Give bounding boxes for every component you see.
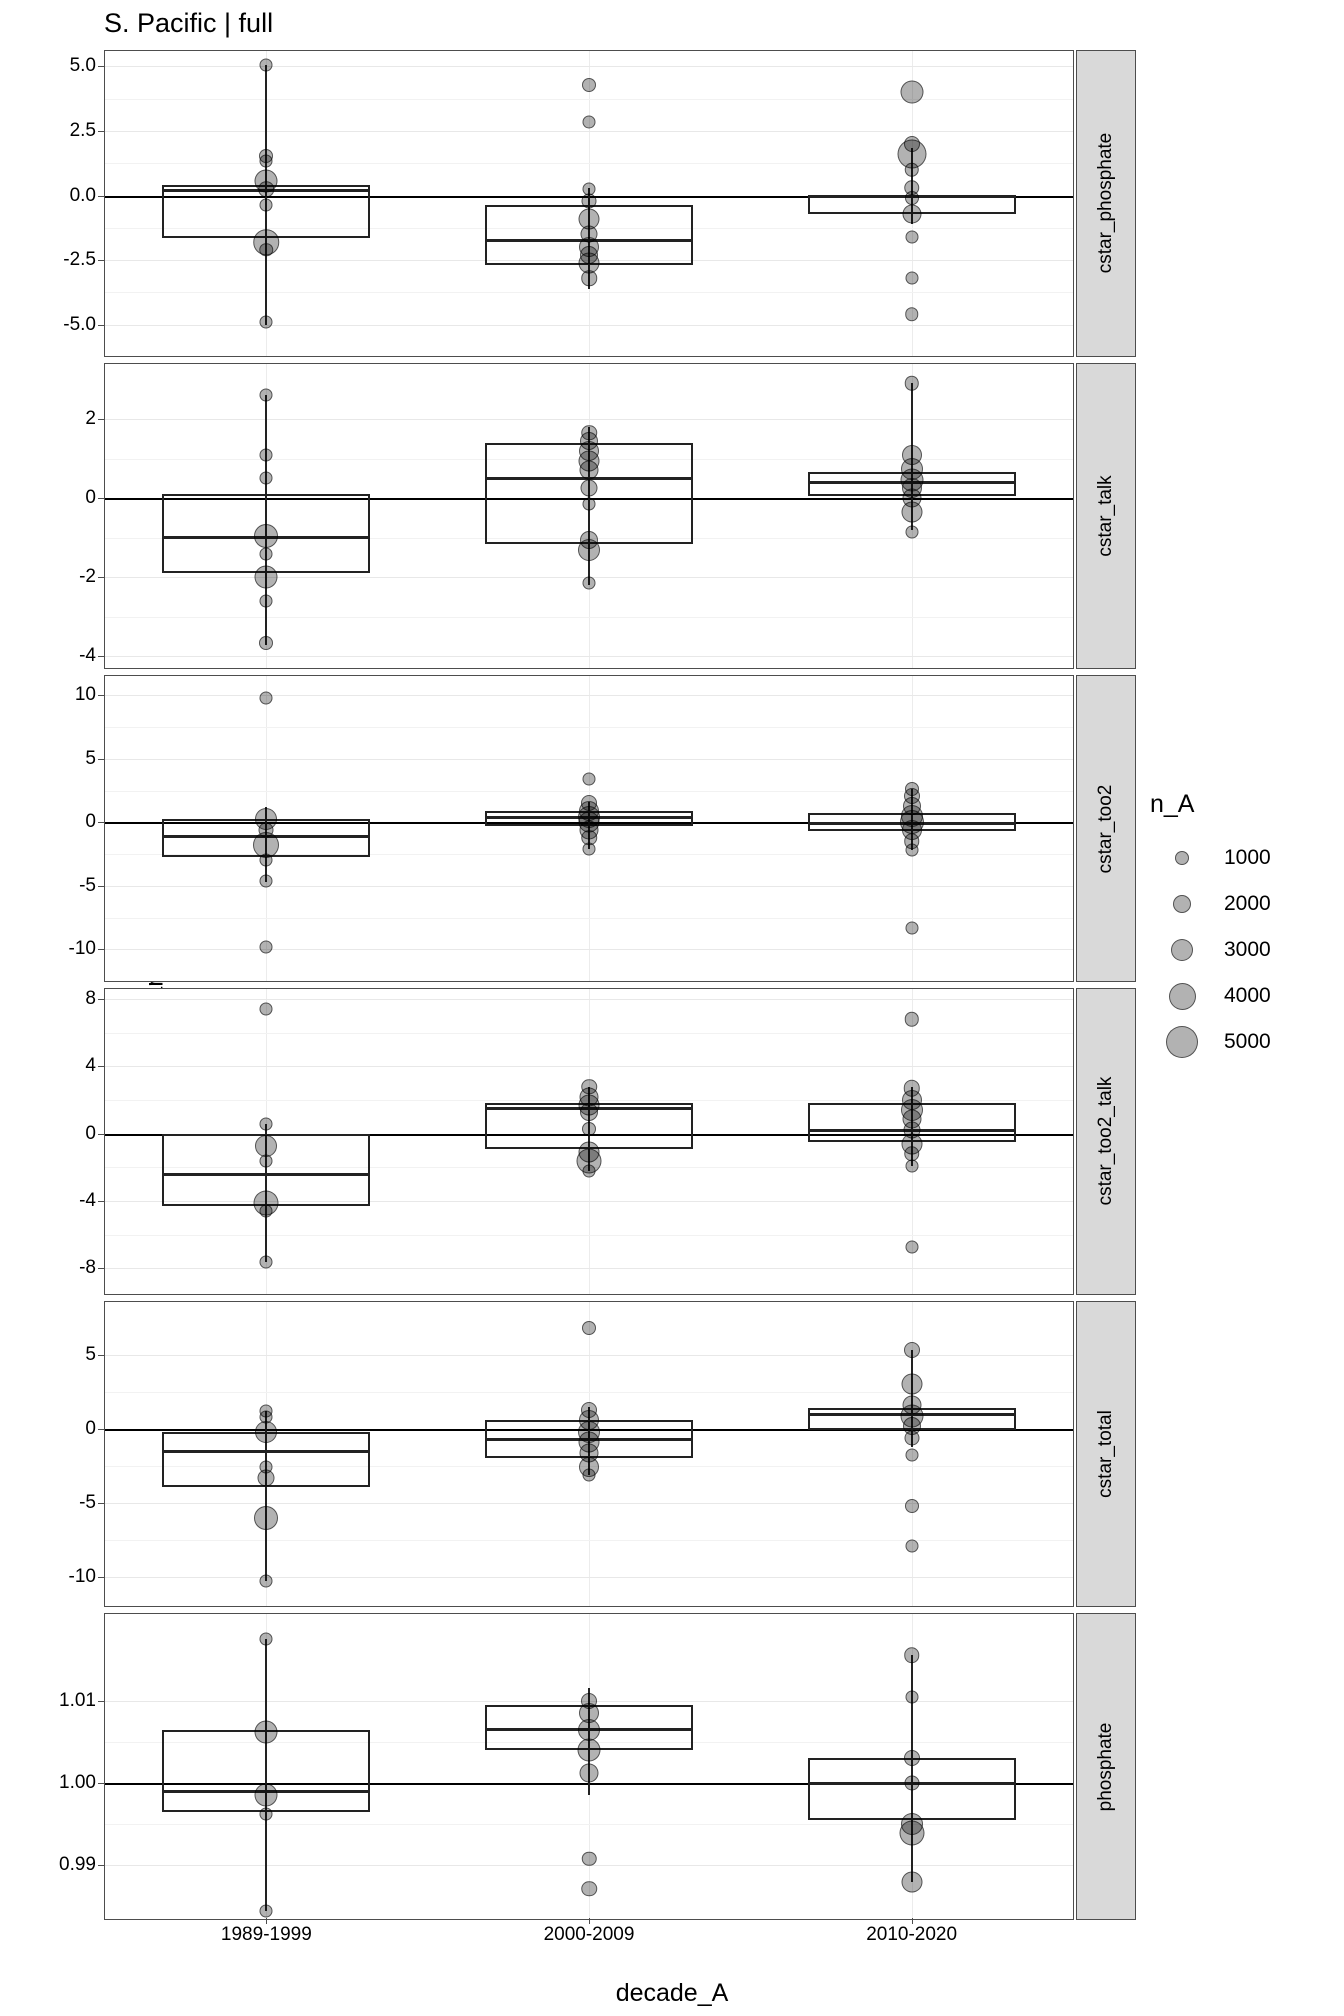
y-tick-label: 5 [85,747,96,769]
gridline-horizontal [105,695,1073,696]
data-point [582,1852,597,1867]
data-point [255,1721,278,1744]
data-point [581,480,598,497]
data-point [578,539,600,561]
legend-label: 4000 [1224,984,1271,1007]
data-point [254,524,278,548]
data-point [905,525,918,538]
data-point [260,1808,273,1821]
legend-label: 3000 [1224,938,1271,961]
data-point [582,1122,596,1136]
gridline-horizontal [105,999,1073,1000]
data-point [260,595,273,608]
y-tick-label: -5 [79,1491,96,1513]
gridline-horizontal-minor [105,292,1073,293]
data-point [905,191,919,205]
y-tick-label: 10 [74,684,96,706]
y-tick-mark [98,66,104,67]
facet-panel [59,1613,1136,1920]
data-point [902,204,921,223]
x-tick-mark [266,1918,267,1924]
data-point [260,1205,273,1218]
data-point [905,921,918,934]
y-tick-label: -5.0 [63,313,96,335]
data-point [260,874,273,887]
data-point [583,577,596,590]
x-tick-mark [589,1918,590,1924]
legend-item [1150,927,1330,973]
legend-dot [1173,895,1191,913]
facet-strip-label [1076,363,1136,670]
data-point [905,1539,918,1552]
y-tick-label: 0 [85,1122,96,1144]
data-point [260,1255,273,1268]
y-tick-mark [98,822,104,823]
data-point [905,272,918,285]
legend-label: 5000 [1224,1030,1271,1053]
gridline-horizontal-minor [105,163,1073,164]
data-point [583,116,596,129]
plot-area [104,1301,1074,1608]
data-point [260,1003,273,1016]
data-point [904,1776,919,1791]
data-point [260,547,273,560]
y-tick-label: -10 [68,1565,96,1587]
data-point [254,1506,278,1530]
gridline-horizontal [105,949,1073,950]
data-point [260,1117,273,1130]
data-point [905,844,918,857]
gridline-horizontal [105,1577,1073,1578]
plot-area [104,363,1074,670]
data-point [260,1154,273,1167]
y-tick-label: -2 [79,566,96,588]
y-tick-label: 2.5 [69,120,96,142]
facet-panel [68,1301,1136,1608]
plot-area [104,1613,1074,1920]
data-point [582,1321,596,1335]
y-tick-mark [98,1783,104,1784]
legend-dot [1169,983,1196,1010]
y-tick-label: 5.0 [69,55,96,77]
y-tick-mark [98,325,104,326]
y-tick-label: -8 [79,1257,96,1279]
data-point [260,940,273,953]
data-point [901,1374,922,1395]
y-tick-mark [98,196,104,197]
data-point [578,1719,600,1741]
gridline-horizontal-minor [105,918,1073,919]
gridline-horizontal [105,1268,1073,1269]
facet-strip-label [1076,1301,1136,1608]
data-point [582,78,596,92]
legend-key [1150,1026,1214,1058]
y-tick-label: 0.0 [69,184,96,206]
facet-strip-label [1076,675,1136,982]
gridline-horizontal [105,886,1073,887]
x-tick-mark [912,1918,913,1924]
legend-key [1150,983,1214,1010]
data-point [904,1750,920,1766]
y-tick-mark [98,949,104,950]
data-point [904,1012,919,1027]
gridline-horizontal [105,656,1073,657]
legend-label: 2000 [1224,892,1271,915]
y-tick-mark [98,1503,104,1504]
data-point [258,1469,275,1486]
gridline-horizontal [105,759,1073,760]
y-tick-mark [98,886,104,887]
facet-strip-text: cstar_total [1095,1410,1116,1498]
gridline-horizontal [105,66,1073,67]
data-point [583,498,596,511]
y-tick-label: 1.00 [59,1772,96,1794]
gridline-horizontal-minor [105,1033,1073,1034]
data-point [904,376,919,391]
facet-strip-text: phosphate [1095,1722,1116,1812]
data-point [580,1103,598,1121]
data-point [583,842,596,855]
data-point [900,81,923,104]
data-point [260,1575,273,1588]
data-point [582,193,597,208]
gridline-horizontal-minor [105,1824,1073,1825]
data-point [260,691,273,704]
data-point [580,461,599,480]
y-tick-mark [98,260,104,261]
data-point [901,502,922,523]
facet-panel [63,50,1136,357]
y-tick-label: 0.99 [59,1854,96,1876]
data-point [260,472,273,485]
y-tick-mark [98,419,104,420]
y-tick-mark [98,1201,104,1202]
gridline-horizontal-minor [105,1540,1073,1541]
y-tick-label: -4 [79,645,96,667]
x-tick-label: 1989-1999 [220,1924,312,1945]
facet-strip-text: cstar_phosphate [1095,133,1116,274]
data-point [904,1430,919,1445]
y-tick-mark [98,1134,104,1135]
data-point [905,1690,918,1703]
data-point [905,1159,918,1172]
y-tick-label: 0 [85,811,96,833]
y-tick-label: 1.01 [59,1689,96,1711]
legend-label: 1000 [1224,846,1271,869]
y-tick-label: -4 [79,1190,96,1212]
y-tick-label: 4 [85,1055,96,1077]
legend-item [1150,881,1330,927]
data-point [905,1240,918,1253]
data-point [899,1820,924,1845]
legend-key [1150,851,1214,865]
facet-strip-label [1076,50,1136,357]
gridline-horizontal [105,419,1073,420]
legend-item [1150,1019,1330,1065]
y-tick-mark [98,1701,104,1702]
y-tick-label: 2 [85,408,96,430]
y-tick-mark [98,1355,104,1356]
data-point [583,1468,596,1481]
legend [1150,790,1330,1065]
data-point [260,1904,273,1917]
data-point [260,316,273,329]
facet-strip-text: cstar_too2_talk [1095,1076,1116,1206]
data-point [260,389,273,402]
y-tick-mark [98,577,104,578]
legend-key [1150,895,1214,913]
y-tick-label: -10 [68,938,96,960]
plot-area [104,988,1074,1295]
data-point [905,230,918,243]
y-tick-label: 0 [85,487,96,509]
data-point [578,1739,601,1762]
data-point [905,1449,918,1462]
y-tick-mark [98,695,104,696]
boxplot-median [162,1450,370,1453]
legend-dot [1166,1026,1198,1058]
x-tick-label: 2010-2020 [866,1924,958,1945]
boxplot-median [162,1173,370,1176]
facet-panels [59,50,1136,1920]
data-point [260,154,273,167]
legend-dot [1175,851,1189,865]
y-tick-label: 8 [85,988,96,1010]
data-point [260,198,273,211]
legend-title: n_A [1150,790,1195,818]
facet-strip-label [1076,988,1136,1295]
data-point [583,773,596,786]
data-point [905,1499,919,1513]
legend-item [1150,973,1330,1019]
y-tick-mark [98,759,104,760]
gridline-horizontal-minor [105,791,1073,792]
data-point [581,270,597,286]
data-point [904,1342,920,1358]
data-point [583,1164,596,1177]
y-tick-mark [98,1268,104,1269]
data-point [904,1648,920,1664]
data-point [580,1764,599,1783]
y-tick-mark [98,1066,104,1067]
data-point [260,854,273,867]
y-tick-label: 5 [85,1343,96,1365]
gridline-horizontal [105,1066,1073,1067]
gridline-horizontal-minor [105,1392,1073,1393]
gridline-horizontal-minor [105,1235,1073,1236]
y-tick-mark [98,1429,104,1430]
data-point [259,181,275,197]
legend-key [1150,939,1214,961]
y-tick-label: -5 [79,874,96,896]
facet-panel [79,988,1136,1295]
data-point [255,1421,277,1443]
gridline-horizontal [105,131,1073,132]
y-tick-mark [98,656,104,657]
gridline-horizontal-minor [105,617,1073,618]
y-tick-mark [98,498,104,499]
gridline-horizontal [105,1355,1073,1356]
y-tick-mark [98,1865,104,1866]
x-tick-label: 2000-2009 [543,1924,635,1945]
y-tick-label: -2.5 [63,249,96,271]
data-point [259,636,273,650]
facet-strip-label [1076,1613,1136,1920]
x-axis-label: decade_A [615,1979,729,2007]
facet-panel [68,675,1136,982]
facet-strip-text: cstar_too2 [1095,784,1116,874]
facet-panel [79,363,1136,670]
gridline-horizontal [105,325,1073,326]
legend-item [1150,835,1330,881]
gridline-horizontal-minor [105,727,1073,728]
x-axis [104,1924,1074,1954]
facet-strip-text: cstar_talk [1095,475,1116,557]
data-point [905,308,919,322]
plot-area [104,675,1074,982]
data-point [581,1881,597,1897]
data-point [255,566,278,589]
gridline-horizontal [105,1503,1073,1504]
legend-dot [1171,939,1193,961]
y-tick-mark [98,1577,104,1578]
data-point [260,448,273,461]
data-point [260,59,273,72]
chart-title: S. Pacific | full [104,8,274,38]
data-point [901,1871,922,1892]
data-point [904,163,919,178]
y-tick-mark [98,999,104,1000]
data-point [260,1633,273,1646]
data-point [260,243,274,257]
y-tick-label: 0 [85,1417,96,1439]
plot-area [104,50,1074,357]
gridline-horizontal-minor [105,99,1073,100]
y-tick-mark [98,131,104,132]
data-point [255,1784,278,1807]
